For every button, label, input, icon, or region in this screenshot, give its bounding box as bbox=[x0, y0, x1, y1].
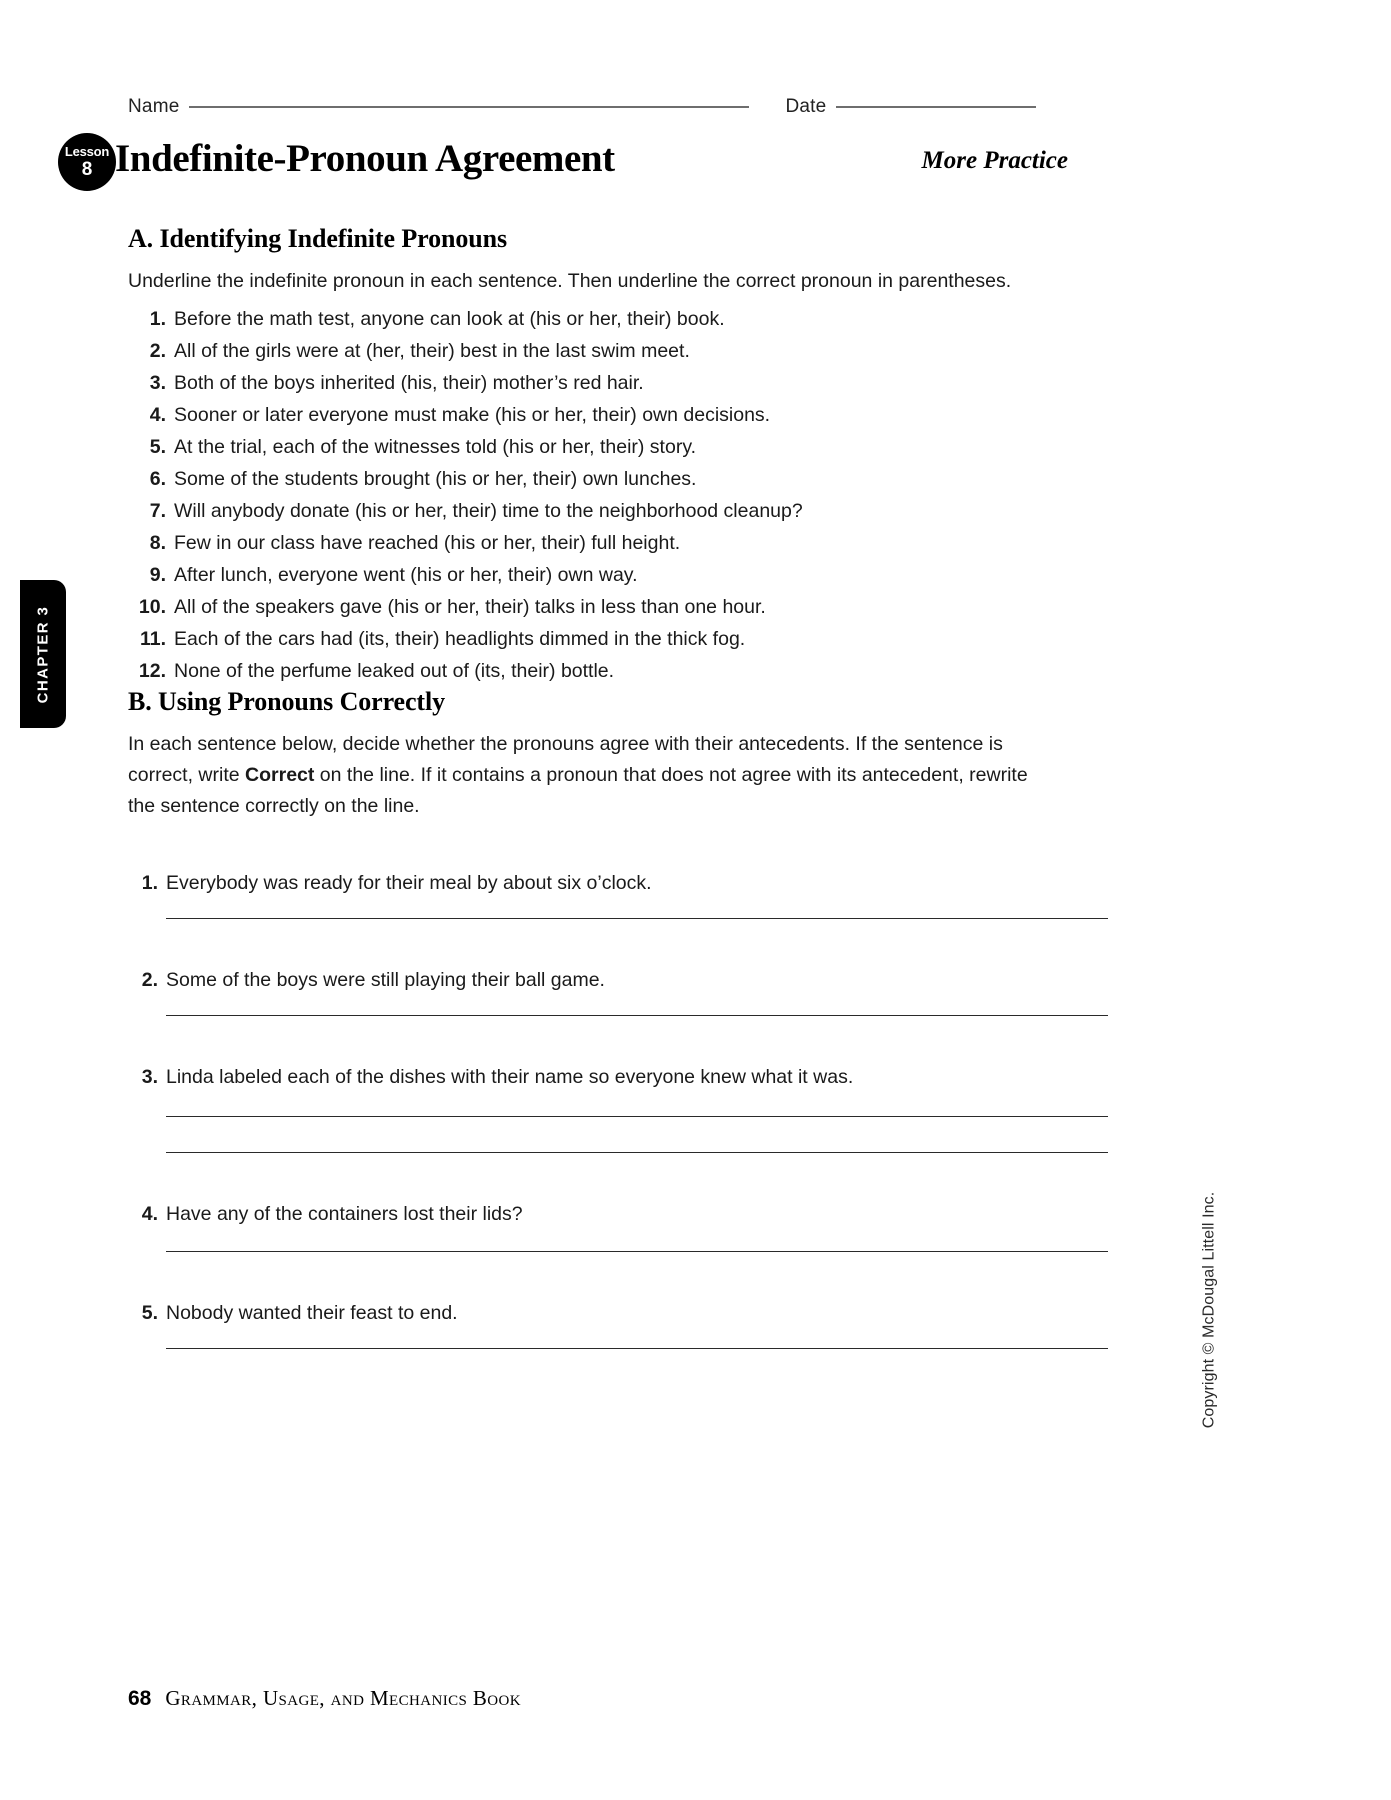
item-text: All of the speakers gave (his or her, their) talks in less than one hour. bbox=[174, 596, 766, 618]
list-item bbox=[128, 335, 1108, 367]
section-b-heading: B. Using Pronouns Correctly bbox=[128, 687, 446, 716]
copyright-notice bbox=[1196, 1160, 1222, 1460]
question-row bbox=[128, 1199, 1108, 1229]
answer-write-line[interactable] bbox=[166, 1116, 1108, 1117]
answer-write-line[interactable] bbox=[166, 1348, 1108, 1349]
list-item bbox=[128, 495, 1108, 527]
list-item bbox=[128, 1298, 1108, 1349]
section-a-question-list bbox=[128, 303, 1108, 687]
lesson-badge-number: 8 bbox=[81, 159, 93, 180]
item-text: None of the perfume leaked out of (its, their) bottle. bbox=[174, 660, 615, 682]
more-practice-label: More Practice bbox=[921, 147, 1068, 174]
name-date-row bbox=[128, 96, 1108, 118]
item-number: 2. bbox=[149, 340, 166, 362]
item-text: Some of the students brought (his or her, their) own lunches. bbox=[174, 468, 697, 490]
item-text: Some of the boys were still playing their ball game. bbox=[166, 969, 605, 991]
list-item bbox=[128, 527, 1108, 559]
title-row bbox=[58, 133, 1068, 195]
item-number: 7. bbox=[149, 500, 166, 522]
question-row bbox=[128, 1298, 1108, 1328]
date-label: Date bbox=[785, 96, 827, 117]
list-item bbox=[128, 655, 1108, 687]
section-b-directions-emphasis: Correct bbox=[245, 764, 315, 786]
page-footer bbox=[128, 1686, 521, 1711]
worksheet-content bbox=[128, 224, 1108, 1349]
item-number: 5. bbox=[149, 436, 166, 458]
item-number: 12. bbox=[138, 660, 166, 682]
answer-write-line[interactable] bbox=[166, 918, 1108, 919]
name-label: Name bbox=[128, 96, 180, 117]
section-b-directions-part2: on the line. If it contains a pronoun that does not agree with its antecedent, rewrite the sentence correctly on the line. bbox=[128, 764, 1028, 817]
chapter-tab-label: CHAPTER 3 bbox=[34, 605, 52, 703]
item-text: Have any of the containers lost their lids? bbox=[166, 1203, 523, 1225]
list-item bbox=[128, 399, 1108, 431]
list-item bbox=[128, 559, 1108, 591]
item-text: Will anybody donate (his or her, their) time to the neighborhood cleanup? bbox=[174, 500, 803, 522]
list-item bbox=[128, 431, 1108, 463]
question-row bbox=[128, 1062, 1108, 1092]
section-a-heading: A. Identifying Indefinite Pronouns bbox=[128, 224, 507, 253]
item-number: 2. bbox=[141, 969, 158, 991]
list-item bbox=[128, 1199, 1108, 1252]
item-text: Before the math test, anyone can look at (his or her, their) book. bbox=[174, 308, 725, 330]
item-text: Everybody was ready for their meal by about six o’clock. bbox=[166, 872, 652, 894]
list-item bbox=[128, 591, 1108, 623]
section-b-directions bbox=[128, 729, 1028, 822]
item-text: Each of the cars had (its, their) headlights dimmed in the thick fog. bbox=[174, 628, 746, 650]
answer-write-line[interactable] bbox=[166, 1152, 1108, 1153]
item-number: 1. bbox=[141, 872, 158, 894]
section-b-question-list bbox=[128, 868, 1108, 1349]
item-text: Few in our class have reached (his or her, their) full height. bbox=[174, 532, 681, 554]
book-title: Grammar, Usage, and Mechanics Book bbox=[165, 1686, 521, 1710]
item-number: 1. bbox=[149, 308, 166, 330]
item-text: At the trial, each of the witnesses told (his or her, their) story. bbox=[174, 436, 697, 458]
item-number: 3. bbox=[141, 1066, 158, 1088]
list-item bbox=[128, 463, 1108, 495]
list-item bbox=[128, 868, 1108, 919]
item-number: 8. bbox=[149, 532, 166, 554]
item-number: 11. bbox=[139, 628, 166, 650]
name-write-line[interactable] bbox=[189, 106, 749, 108]
chapter-tab bbox=[20, 580, 66, 728]
question-row bbox=[128, 965, 1108, 995]
item-text: After lunch, everyone went (his or her, their) own way. bbox=[174, 564, 638, 586]
copyright-text: Copyright © McDougal Littell Inc. bbox=[1200, 1191, 1217, 1429]
item-number: 10. bbox=[138, 596, 166, 618]
item-number: 9. bbox=[149, 564, 166, 586]
list-item bbox=[128, 1062, 1108, 1153]
item-text: Nobody wanted their feast to end. bbox=[166, 1302, 458, 1324]
item-number: 5. bbox=[141, 1302, 158, 1324]
item-number: 4. bbox=[149, 404, 166, 426]
date-write-line[interactable] bbox=[836, 106, 1036, 108]
page-number: 68 bbox=[128, 1687, 152, 1710]
item-text: Sooner or later everyone must make (his or her, their) own decisions. bbox=[174, 404, 771, 426]
section-a-directions: Underline the indefinite pronoun in each sentence. Then underline the correct pronoun in parentheses. bbox=[128, 270, 1012, 292]
lesson-badge-word: Lesson bbox=[64, 144, 110, 159]
item-number: 4. bbox=[141, 1203, 158, 1225]
item-number: 3. bbox=[149, 372, 166, 394]
list-item bbox=[128, 303, 1108, 335]
section-b-directions-part1: In each sentence below, decide whether the pronouns agree with their antecedents. If the sentence is correct, write bbox=[128, 733, 1003, 786]
answer-write-line[interactable] bbox=[166, 1015, 1108, 1016]
answer-write-line[interactable] bbox=[166, 1251, 1108, 1252]
list-item bbox=[128, 965, 1108, 1016]
item-number: 6. bbox=[149, 468, 166, 490]
lesson-badge bbox=[58, 133, 116, 191]
question-row bbox=[128, 868, 1108, 898]
item-text: Linda labeled each of the dishes with their name so everyone knew what it was. bbox=[166, 1066, 854, 1088]
page-title: Indefinite-Pronoun Agreement bbox=[115, 137, 615, 180]
list-item bbox=[128, 623, 1108, 655]
item-text: Both of the boys inherited (his, their) mother’s red hair. bbox=[174, 372, 644, 394]
item-text: All of the girls were at (her, their) best in the last swim meet. bbox=[174, 340, 690, 362]
list-item bbox=[128, 367, 1108, 399]
